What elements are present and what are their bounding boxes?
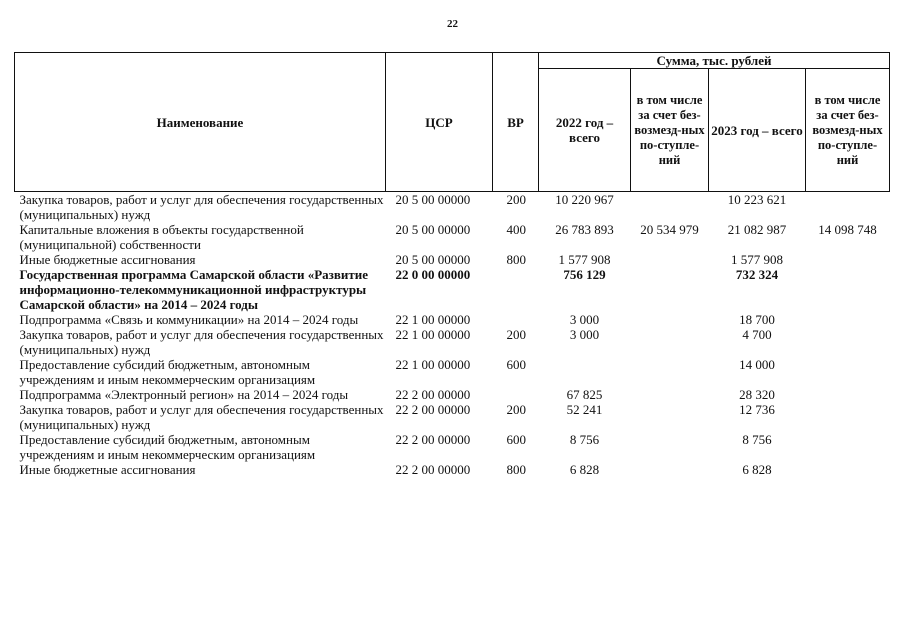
row-2023-free [806,432,890,462]
header-2022-free: в том числе за счет без-возмезд-ных по-ступле-ний [631,69,709,192]
header-csr: ЦСР [386,53,493,192]
row-csr: 22 2 00 00000 [395,387,471,402]
row-name: Подпрограмма «Электронный регион» на 2014 – 2024 годы [19,387,349,402]
row-name: Подпрограмма «Связь и коммуникации» на 2014 – 2024 годы [19,312,359,327]
row-vr: 400 [506,222,526,237]
row-2023-free [806,192,890,223]
row-name: Капитальные вложения в объекты государственной (муниципальной) собственности [19,222,304,252]
row-2023-free: 14 098 748 [818,222,877,237]
row-name: Закупка товаров, работ и услуг для обеспечения государственных (муниципальных) нужд [19,192,384,222]
row-2023-total: 10 223 621 [727,192,787,207]
row-name: Предоставление субсидий бюджетным, автономным учреждениям и иным некоммерческим организациям [19,432,316,462]
row-2023-total: 18 700 [739,312,775,327]
row-csr: 20 5 00 00000 [395,222,471,237]
row-2023-total: 1 577 908 [731,252,783,267]
row-csr: 22 1 00 00000 [395,312,471,327]
row-2022-free [631,402,709,432]
row-vr: 200 [506,327,526,342]
row-2023-free [806,387,890,402]
row-2022-free [631,267,709,312]
row-vr: 600 [506,357,526,372]
row-vr [493,387,539,402]
row-csr: 22 0 00 00000 [395,267,471,282]
row-csr: 22 2 00 00000 [395,462,471,477]
row-2022-total: 756 129 [563,267,606,282]
table-row [15,402,890,432]
header-2022-total: 2022 год – всего [539,69,631,192]
table-body [15,192,890,478]
row-2022-free [631,252,709,267]
table-header [15,53,890,192]
row-2022-total: 52 241 [566,402,603,417]
table-row [15,387,890,402]
table-row [15,192,890,223]
row-csr: 20 5 00 00000 [395,192,471,207]
row-csr: 22 2 00 00000 [395,402,471,417]
row-name: Иные бюджетные ассигнования [19,252,196,267]
row-2023-total: 732 324 [735,267,779,282]
table-row [15,327,890,357]
row-2022-total: 3 000 [569,327,600,342]
table-row [15,462,890,477]
row-2023-total: 8 756 [742,432,772,447]
header-2023-total: 2023 год – всего [709,69,806,192]
row-2022-total: 8 756 [569,432,600,447]
row-vr: 600 [506,432,526,447]
row-2023-free [806,267,890,312]
row-name: Закупка товаров, работ и услуг для обеспечения государственных (муниципальных) нужд [19,327,384,357]
row-2022-total: 10 220 967 [555,192,614,207]
row-2023-free [806,357,890,387]
row-2023-total: 28 320 [739,387,775,402]
row-vr [493,267,539,312]
row-2023-total: 21 082 987 [727,222,787,237]
header-vr: ВР [493,53,539,192]
row-csr: 20 5 00 00000 [395,252,471,267]
row-2022-total [539,357,631,387]
row-2022-free [631,192,709,223]
row-2022-total: 1 577 908 [558,252,611,267]
row-csr: 22 1 00 00000 [395,327,471,342]
row-vr: 200 [506,192,526,207]
row-2022-free [631,462,709,477]
header-sum-group: Сумма, тыс. рублей [539,53,890,69]
row-2023-total: 14 000 [739,357,775,372]
table-row [15,252,890,267]
row-csr: 22 2 00 00000 [395,432,471,447]
row-csr: 22 1 00 00000 [395,357,471,372]
row-name: Закупка товаров, работ и услуг для обеспечения государственных (муниципальных) нужд [19,402,384,432]
row-name: Государственная программа Самарской области «Развитие информационно-телекоммуникационной инфраструктуры Самарской области» на 2014 – 2024 годы [19,267,369,312]
header-name: Наименование [15,53,386,192]
table-row [15,357,890,387]
row-2022-free [631,312,709,327]
row-vr: 800 [506,252,526,267]
row-2022-free: 20 534 979 [640,222,699,237]
table-row [15,267,890,312]
row-vr: 200 [506,402,526,417]
row-2023-total: 4 700 [742,327,772,342]
row-2023-free [806,462,890,477]
table-row [15,222,890,252]
table-row [15,312,890,327]
row-2023-free [806,327,890,357]
row-2022-free [631,357,709,387]
row-2023-total: 6 828 [742,462,772,477]
row-2023-free [806,252,890,267]
row-2022-total: 6 828 [569,462,600,477]
row-vr [493,312,539,327]
row-2023-total: 12 736 [739,402,775,417]
page-number: 22 [447,18,458,30]
row-2022-total: 67 825 [566,387,603,402]
row-name: Иные бюджетные ассигнования [19,462,196,477]
budget-table [14,52,890,477]
row-2023-free [806,312,890,327]
row-2023-free [806,402,890,432]
row-vr: 800 [506,462,526,477]
row-2022-total: 26 783 893 [555,222,614,237]
row-name: Предоставление субсидий бюджетным, автономным учреждениям и иным некоммерческим организациям [19,357,316,387]
row-2022-free [631,387,709,402]
header-2023-free: в том числе за счет без-возмезд-ных по-ступле-ний [806,69,890,192]
row-2022-free [631,327,709,357]
table-row [15,432,890,462]
row-2022-total: 3 000 [569,312,600,327]
row-2022-free [631,432,709,462]
